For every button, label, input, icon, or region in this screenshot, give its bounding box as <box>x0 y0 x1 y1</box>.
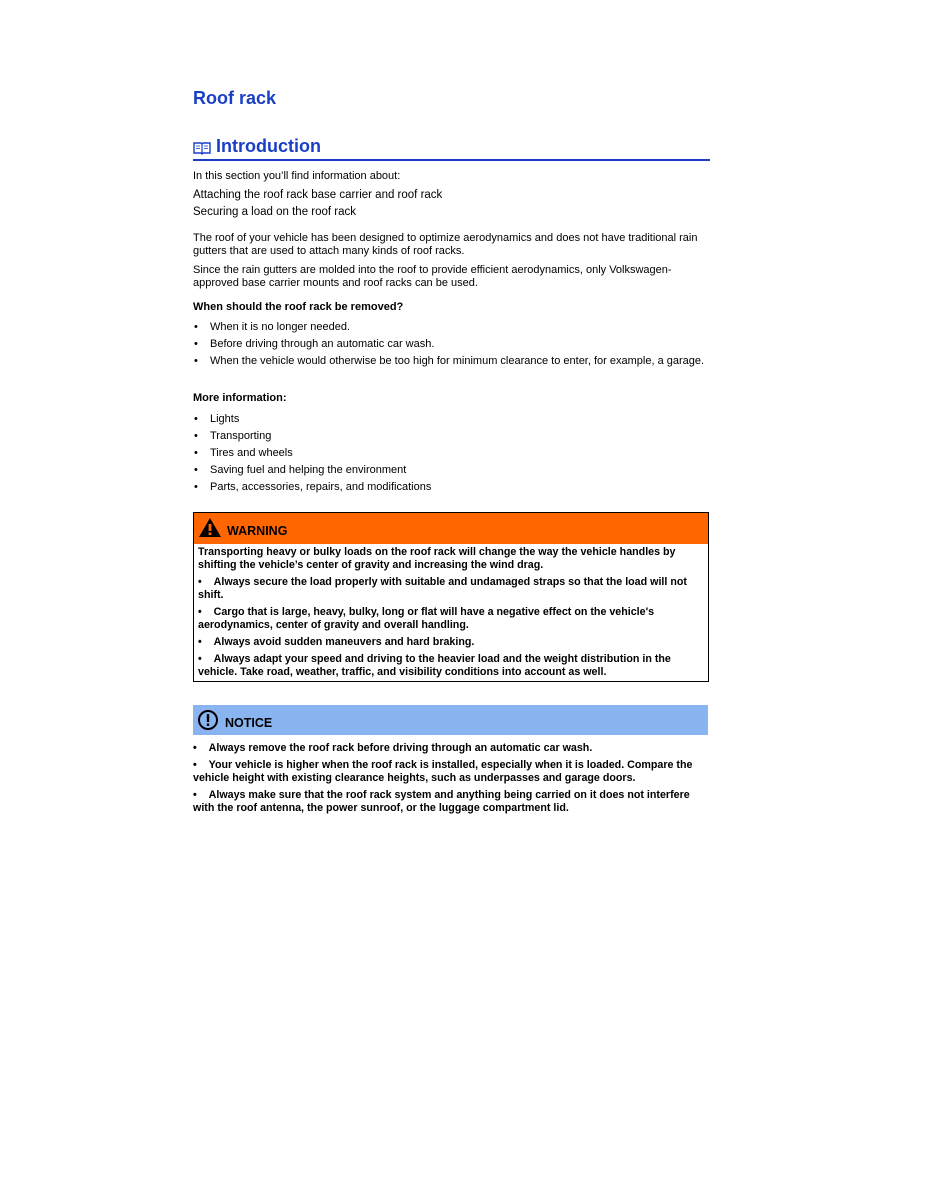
section-header <box>193 136 710 161</box>
list-item-text: When it is no longer needed. <box>210 321 351 333</box>
bullet-icon: • <box>194 447 198 459</box>
notice-body <box>193 742 710 819</box>
notice-label: NOTICE <box>225 716 273 730</box>
intro-line: In this section you’ll find information about: <box>193 170 401 182</box>
warning-item-text: Always avoid sudden maneuvers and hard braking. <box>213 636 475 648</box>
notice-item <box>193 789 710 815</box>
list-item[interactable] <box>193 464 710 477</box>
list-item-link[interactable]: Saving fuel and helping the environment <box>210 464 407 476</box>
bullet-icon: • <box>194 413 198 425</box>
section-title: Introduction <box>216 136 321 156</box>
bullet-icon: • <box>193 789 209 801</box>
list-item-link[interactable]: Lights <box>210 413 240 425</box>
warning-triangle-icon <box>198 517 222 538</box>
list-item-link[interactable]: Transporting <box>210 430 272 442</box>
notice-item-text: Always remove the roof rack before driving through an automatic car wash. <box>208 742 593 754</box>
list-item <box>193 338 710 351</box>
chapter-title: Roof rack <box>193 88 277 108</box>
notice-item <box>193 759 710 785</box>
warning-item <box>198 636 704 649</box>
list-item[interactable] <box>193 413 710 426</box>
bullet-icon: • <box>194 355 198 367</box>
bullet-icon: • <box>198 576 214 588</box>
bullet-icon: • <box>198 606 214 618</box>
body-paragraph: Since the rain gutters are molded into the roof to provide efficient aerodynamics, only Volkswagen-approved base carrier mounts and roof racks can be used. <box>193 264 672 289</box>
warning-item <box>198 653 704 679</box>
list-item <box>193 355 710 368</box>
removal-heading: When should the roof rack be removed? <box>193 301 404 313</box>
bullet-icon: • <box>194 464 198 476</box>
bullet-icon: • <box>198 653 214 665</box>
body-paragraph: The roof of your vehicle has been designed to optimize aerodynamics and does not have traditional rain gutters that are used to attach many kinds of roof racks. <box>193 232 698 257</box>
list-item[interactable] <box>193 447 710 460</box>
notice-header <box>193 705 708 735</box>
more-info-list <box>193 413 710 498</box>
bullet-icon: • <box>194 321 198 333</box>
bullet-icon: • <box>198 636 214 648</box>
bullet-icon: • <box>193 742 209 754</box>
topic-link[interactable]: Attaching the roof rack base carrier and roof rack <box>193 189 443 201</box>
bullet-icon: • <box>194 481 198 493</box>
notice-item <box>193 742 710 755</box>
warning-item-text: Always adapt your speed and driving to the heavier load and the weight distribution in the vehicle. Take road, weather, traffic, and visibility conditions into account as well. <box>198 653 671 678</box>
notice-item-text: Always make sure that the roof rack system and anything being carried on it does not interfere with the roof antenna, the power sunroof, or the luggage compartment lid. <box>193 789 690 814</box>
exclamation-circle-icon <box>197 709 219 731</box>
book-icon <box>193 141 211 155</box>
warning-intro: Transporting heavy or bulky loads on the roof rack will change the way the vehicle handles by shifting the vehicle’s center of gravity and increasing the wind drag. <box>198 546 676 571</box>
warning-item <box>198 576 704 602</box>
list-item <box>193 321 710 334</box>
warning-body <box>194 544 708 679</box>
bullet-icon: • <box>193 759 209 771</box>
topic-link[interactable]: Securing a load on the roof rack <box>193 206 357 218</box>
list-item[interactable] <box>193 430 710 443</box>
warning-item-text: Cargo that is large, heavy, bulky, long or flat will have a negative effect on the vehicle's aerodynamics, center of gravity and overall handling. <box>198 606 655 631</box>
warning-item-text: Always secure the load properly with suitable and undamaged straps so that the load will not shift. <box>198 576 687 601</box>
warning-header <box>194 513 708 544</box>
list-item-text: When the vehicle would otherwise be too high for minimum clearance to enter, for example, a garage. <box>210 355 705 367</box>
list-item-link[interactable]: Parts, accessories, repairs, and modifications <box>210 481 432 493</box>
bullet-icon: • <box>194 338 198 350</box>
notice-item-text: Your vehicle is higher when the roof rack is installed, especially when it is loaded. Compare the vehicle height with existing clearance heights, such as underpasses and garage doors. <box>193 759 693 784</box>
more-info-heading: More information: <box>193 392 287 404</box>
list-item-text: Before driving through an automatic car wash. <box>210 338 435 350</box>
list-item-link[interactable]: Tires and wheels <box>210 447 293 459</box>
list-item[interactable] <box>193 481 710 494</box>
warning-label: WARNING <box>227 524 288 538</box>
removal-list <box>193 321 710 372</box>
bullet-icon: • <box>194 430 198 442</box>
warning-box <box>193 512 709 682</box>
warning-item <box>198 606 704 632</box>
